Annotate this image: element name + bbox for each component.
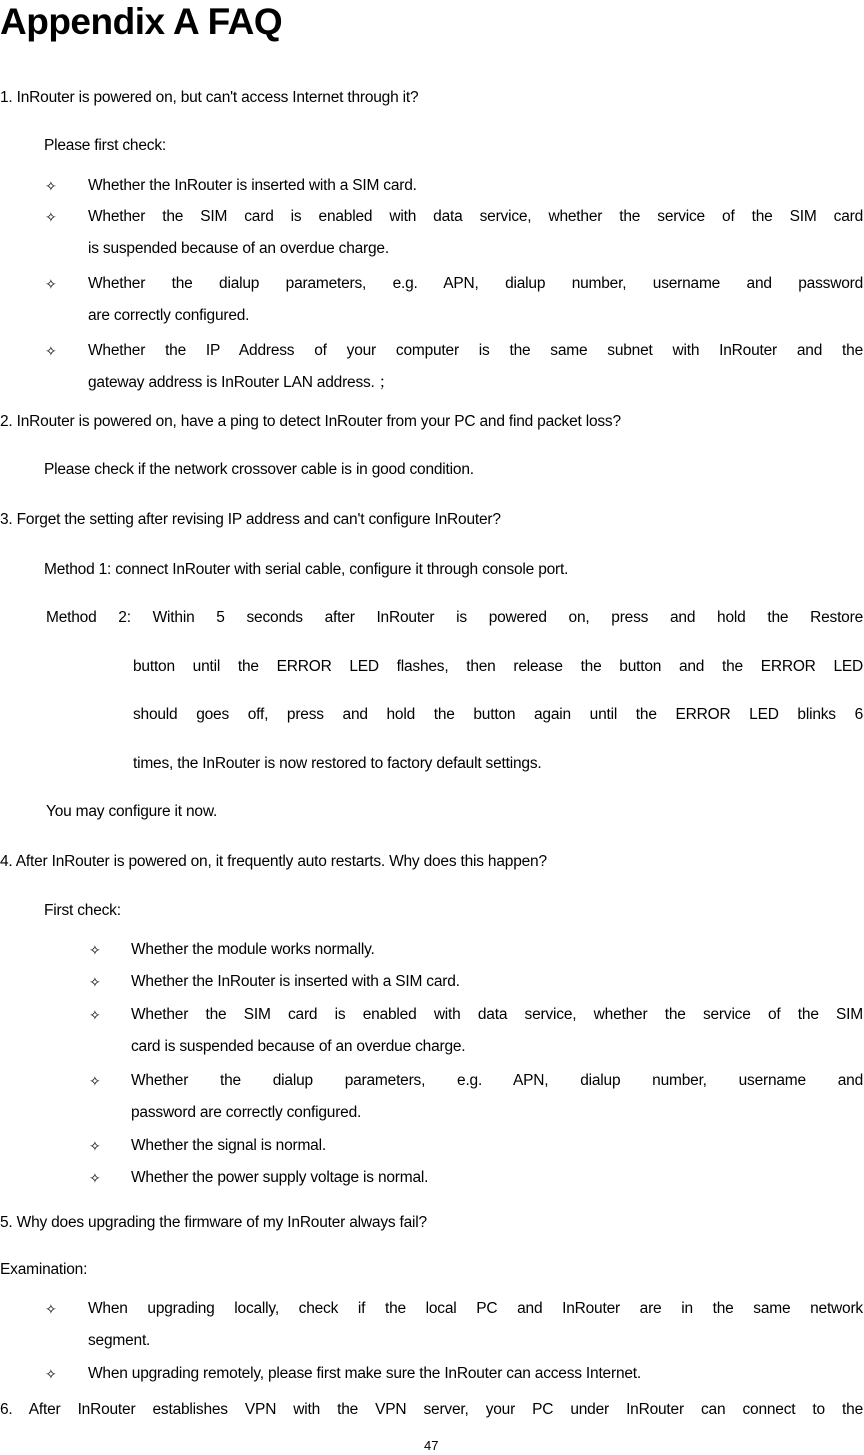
faq-question-1: 1. InRouter is powered on, but can't access Internet through it?	[0, 89, 419, 106]
faq-item: Whether the IP Address of your computer is the same subnet with InRouter and the	[88, 342, 863, 359]
faq-method-2: Method 2: Within 5 seconds after InRouter is powered on, press and hold the Restore	[46, 609, 863, 626]
diamond-bullet-icon: ✧	[89, 1138, 101, 1154]
page-number: 47	[424, 1438, 439, 1453]
faq-intro-1: Please first check:	[44, 137, 166, 154]
faq-method-2-cont: times, the InRouter is now restored to factory default settings.	[133, 755, 542, 772]
diamond-bullet-icon: ✧	[45, 343, 57, 359]
faq-question-2: 2. InRouter is powered on, have a ping to detect InRouter from your PC and find packet loss?	[0, 413, 621, 430]
faq-intro-4: First check:	[44, 902, 121, 919]
faq-item-cont: segment.	[88, 1332, 151, 1349]
faq-method-1: Method 1: connect InRouter with serial cable, configure it through console port.	[44, 561, 569, 578]
faq-item-cont: card is suspended because of an overdue charge.	[131, 1038, 466, 1055]
faq-item: Whether the SIM card is enabled with data service, whether the service of the SIM	[131, 1006, 863, 1023]
faq-item-cont: is suspended because of an overdue charge.	[88, 240, 389, 257]
faq-question-5: 5. Why does upgrading the firmware of my InRouter always fail?	[0, 1214, 427, 1231]
faq-question-6: 6. After InRouter establishes VPN with the VPN server, your PC under InRouter can connect to the	[0, 1401, 863, 1418]
diamond-bullet-icon: ✧	[45, 178, 57, 194]
diamond-bullet-icon: ✧	[45, 209, 57, 225]
diamond-bullet-icon: ✧	[89, 942, 101, 958]
diamond-bullet-icon: ✧	[45, 1301, 57, 1317]
faq-item: Whether the InRouter is inserted with a SIM card.	[131, 973, 460, 990]
faq-method-2-cont: button until the ERROR LED flashes, then release the button and the ERROR LED	[133, 658, 863, 675]
faq-question-4: 4. After InRouter is powered on, it frequently auto restarts. Why does this happen?	[0, 853, 547, 870]
faq-intro-5: Examination:	[0, 1261, 88, 1278]
diamond-bullet-icon: ✧	[89, 1073, 101, 1089]
diamond-bullet-icon: ✧	[89, 974, 101, 990]
diamond-bullet-icon: ✧	[89, 1170, 101, 1186]
faq-item: When upgrading locally, check if the local PC and InRouter are in the same network	[88, 1300, 863, 1317]
faq-item: Whether the InRouter is inserted with a SIM card.	[88, 177, 417, 194]
faq-question-3: 3. Forget the setting after revising IP address and can't configure InRouter?	[0, 511, 501, 528]
faq-item: When upgrading remotely, please first make sure the InRouter can access Internet.	[88, 1365, 641, 1382]
faq-item: Whether the dialup parameters, e.g. APN, dialup number, username and	[131, 1072, 863, 1089]
faq-closing-3: You may configure it now.	[46, 803, 218, 820]
page-title: Appendix A FAQ	[0, 1, 283, 42]
faq-item: Whether the power supply voltage is normal.	[131, 1169, 429, 1186]
faq-item-cont: are correctly configured.	[88, 307, 250, 324]
faq-answer-2: Please check if the network crossover cable is in good condition.	[44, 461, 474, 478]
diamond-bullet-icon: ✧	[89, 1007, 101, 1023]
faq-item: Whether the signal is normal.	[131, 1137, 326, 1154]
faq-item: Whether the dialup parameters, e.g. APN, dialup number, username and password	[88, 275, 863, 292]
faq-item-cont: gateway address is InRouter LAN address. ；	[88, 374, 395, 391]
faq-item: Whether the module works normally.	[131, 941, 375, 958]
diamond-bullet-icon: ✧	[45, 276, 57, 292]
faq-item-cont: password are correctly configured.	[131, 1104, 362, 1121]
faq-method-2-cont: should goes off, press and hold the button again until the ERROR LED blinks 6	[133, 706, 863, 723]
diamond-bullet-icon: ✧	[45, 1366, 57, 1382]
faq-item: Whether the SIM card is enabled with data service, whether the service of the SIM card	[88, 208, 863, 225]
